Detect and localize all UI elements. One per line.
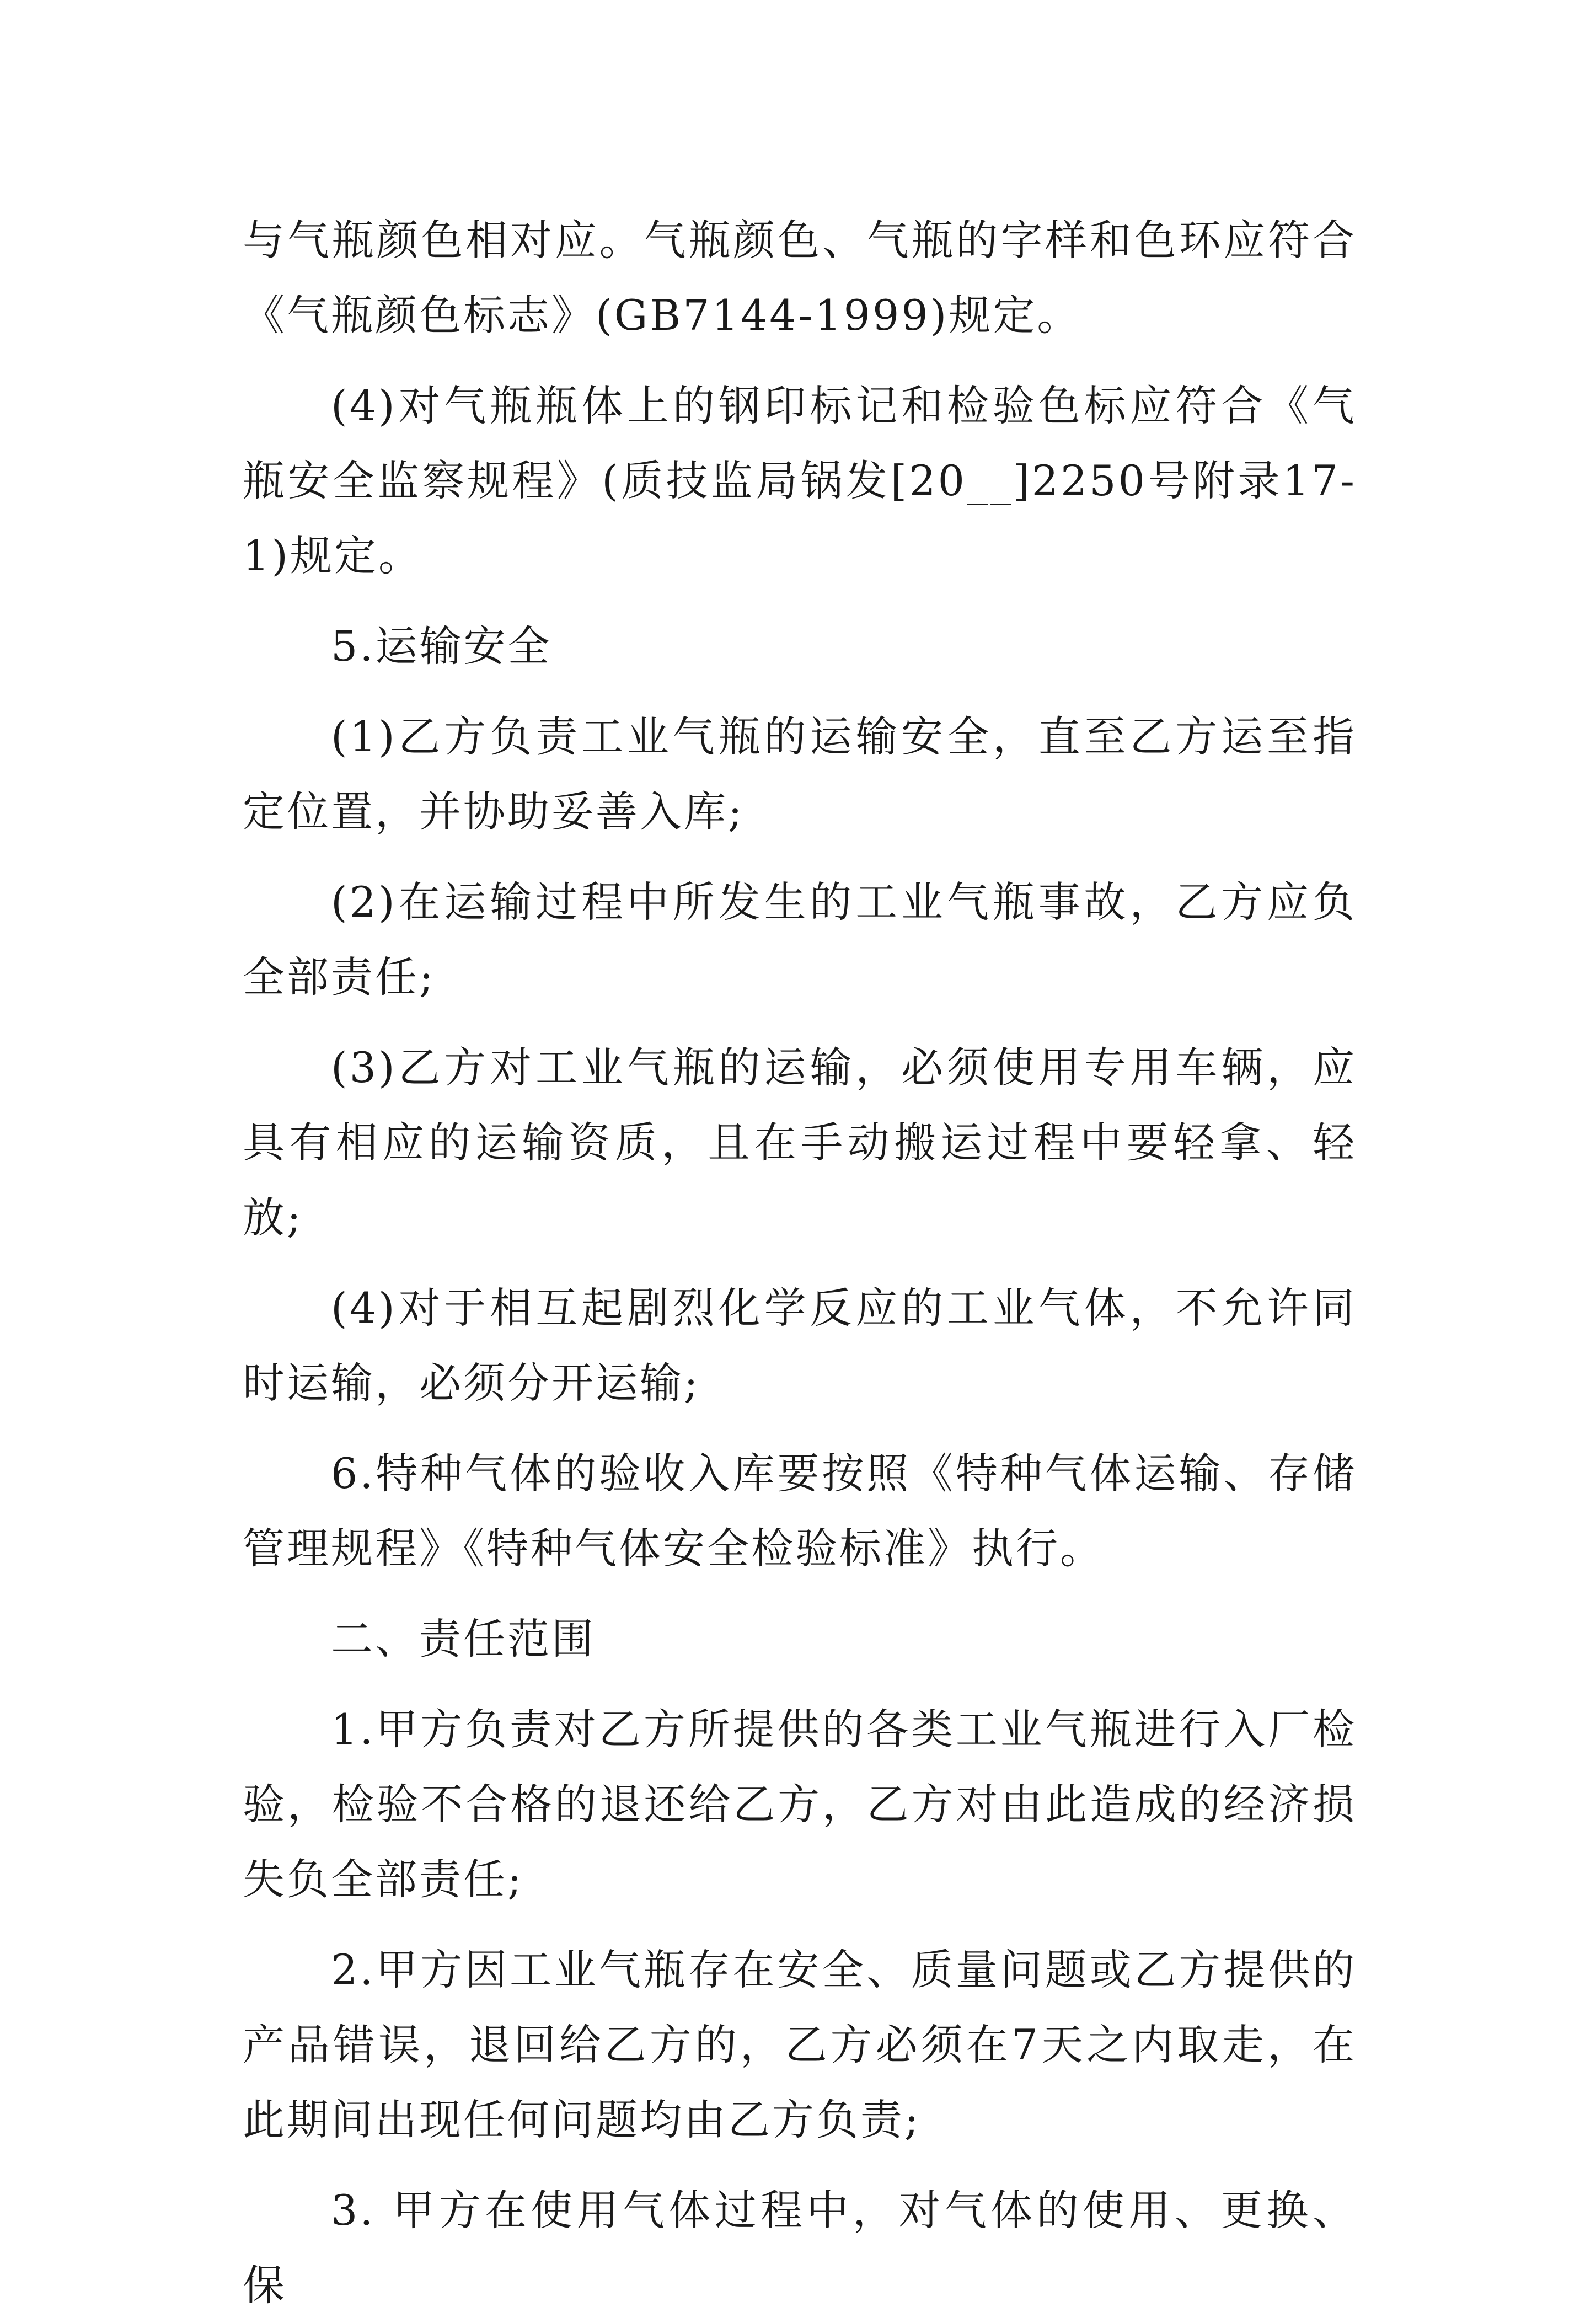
paragraph-transport-1: (1)乙方负责工业气瓶的运输安全，直至乙方运至指定位置，并协助妥善入库; <box>243 712 1357 836</box>
section-heading-transport-safety: 5.运输安全 <box>331 622 552 671</box>
paragraph-responsibility-3: 3. 甲方在使用气体过程中，对气体的使用、更换、保 <box>243 2186 1357 2310</box>
paragraph-responsibility-2: 2.甲方因工业气瓶存在安全、质量问题或乙方提供的产品错误，退回给乙方的，乙方必须在7天之内取走，在此期间出现任何问题均由乙方负责; <box>243 1945 1357 2144</box>
paragraph-continued: 与气瓶颜色相对应。气瓶颜色、气瓶的字样和色环应符合《气瓶颜色标志》(GB7144-1999)规定。 <box>243 216 1357 340</box>
paragraph-special-gas: 6.特种气体的验收入库要按照《特种气体运输、存储管理规程》《特种气体安全检验标准》执行。 <box>243 1449 1357 1573</box>
paragraph-transport-4: (4)对于相互起剧烈化学反应的工业气体，不允许同时运输，必须分开运输; <box>243 1283 1357 1407</box>
document-body <box>243 203 1357 2323</box>
paragraph-transport-3: (3)乙方对工业气瓶的运输，必须使用专用车辆，应具有相应的运输资质，且在手动搬运过程中要轻拿、轻放; <box>243 1043 1357 1242</box>
section-heading-responsibility: 二、责任范围 <box>331 1614 596 1663</box>
paragraph-transport-2: (2)在运输过程中所发生的工业气瓶事故，乙方应负全部责任; <box>243 877 1357 1002</box>
paragraph-4-steel-stamp: (4)对气瓶瓶体上的钢印标记和检验色标应符合《气瓶安全监察规程》(质技监局锅发[20__]2250号附录17-1)规定。 <box>243 381 1357 580</box>
paragraph-responsibility-1: 1.甲方负责对乙方所提供的各类工业气瓶进行入厂检验，检验不合格的退还给乙方，乙方对由此造成的经济损失负全部责任; <box>243 1705 1357 1904</box>
